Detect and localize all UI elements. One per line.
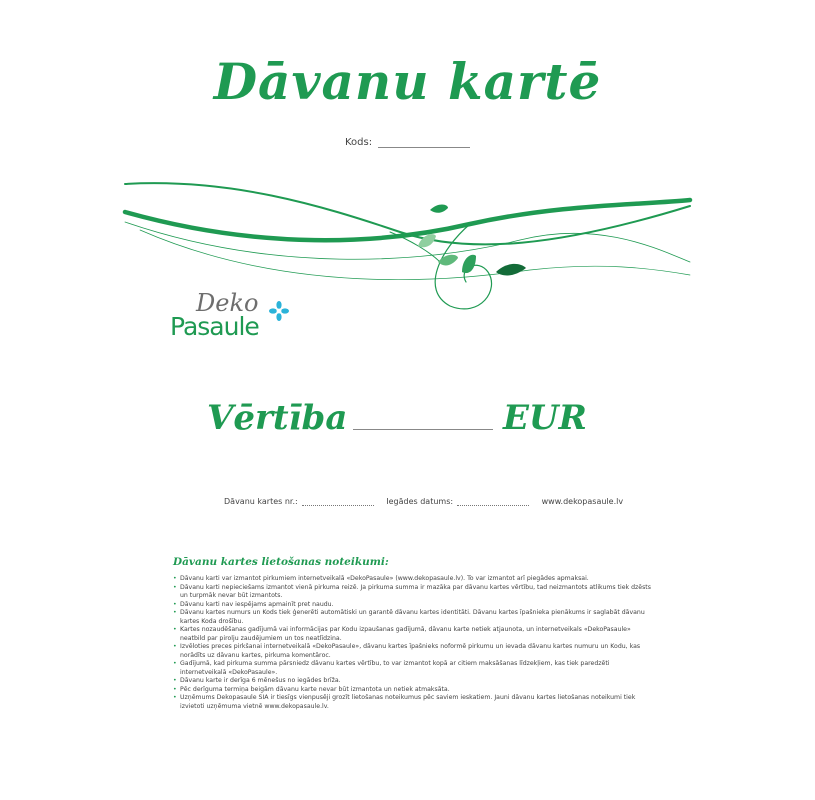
card-info-row [224, 497, 623, 506]
purchase-date-line [457, 498, 529, 506]
card-number-label: Dāvanu kartes nr.: [224, 497, 298, 506]
leaf-5 [430, 205, 448, 213]
logo-deko-text: Deko [196, 289, 259, 317]
value-line [353, 429, 493, 430]
deko-pasaule-logo [170, 289, 290, 352]
rule-item: • Izvēloties preces pirkšanai internetveikalā «DekoPasaule», dāvanu kartes īpašnieks noformē pirkumu un ievada dāvanu kartes numuru un Kodu, kas norādīts uz dāvanu kartes, pirkuma komentārос. [173, 643, 653, 660]
leaf-3 [462, 255, 476, 273]
rules-list [173, 575, 653, 711]
rule-item: • Pēc derīguma termiņa beigām dāvanu karte nevar būt izmantota un netiek atmaksāta. [173, 686, 653, 695]
rule-item: • Uzņēmums Dekopasaule SIA ir tiesīgs vienpusēji grozīt lietošanas noteikumus pēc saviem ieskatiem. Jauni dāvanu kartes lietošanas noteikumi tiek izvietoti uzņēmuma vietnē www.dekopasaule.lv. [173, 694, 653, 711]
rules-title: Dāvanu kartes lietošanas noteikumi: [173, 556, 389, 568]
leaf-2 [438, 255, 458, 266]
purchase-date-label: Iegādes datums: [386, 497, 454, 506]
leaf-4 [496, 264, 526, 276]
rule-item: • Kartes nozaudēšanas gadījumā vai informācijas par Kodu izpaušanas gadījumā, dāvanu karte netiek atjaunota, un internetveikals «DekoPasaule» neatbild par pirolju zaudējumiem un tos neatlīdzina. [173, 626, 653, 643]
code-label: Kods: [345, 137, 373, 148]
website-text: www.dekopasaule.lv [541, 497, 624, 506]
card-title: Dāvanu kartē [213, 52, 602, 111]
currency-label: EUR [503, 398, 587, 438]
rule-item: • Gadījumā, kad pirkuma summa pārsniedz dāvanu kartes vērtību, to var izmantot kopā ar citiem maksāšanas līdzekļiem, kas tiek paredzēti internetveikalā «DekoPasaule». [173, 660, 653, 677]
rule-item: • Dāvanu karti nepieciešams izmantot vienā pirkuma reizē. Ja pirkuma summa ir mazāka par dāvanu kartes vērtību, tad neizmantots atlikums tiek dzēsts un turpmāk nevar būt izmantots. [173, 584, 653, 601]
rule-item: • Dāvanu kartes numurs un Kods tiek ģenerēti automātiski un garantē dāvanu kartes identitāti. Dāvanu kartes īpašnieka pienākums ir saglabāt dāvanu kartes Koda drošību. [173, 609, 653, 626]
value-label: Vērtība [207, 398, 348, 438]
flower-icon [268, 300, 290, 322]
value-row [207, 398, 617, 448]
rule-item: • Dāvanu karti nav iespējams apmainīt pret naudu. [173, 601, 653, 610]
card-number-line [302, 498, 374, 506]
swirl-thin-line-b [140, 230, 690, 280]
leaf-1 [418, 234, 436, 247]
rule-item: • Dāvanu karte ir derīga 6 mēnešus no iegādes brīža. [173, 677, 653, 686]
rule-item: • Dāvanu karti var izmantot pirkumiem internetveikalā «DekoPasaule» (www.dekopasaule.lv). To var izmantot arī piegādes apmaksai. [173, 575, 653, 584]
logo-pasaule-text: Pasaule [170, 312, 259, 341]
